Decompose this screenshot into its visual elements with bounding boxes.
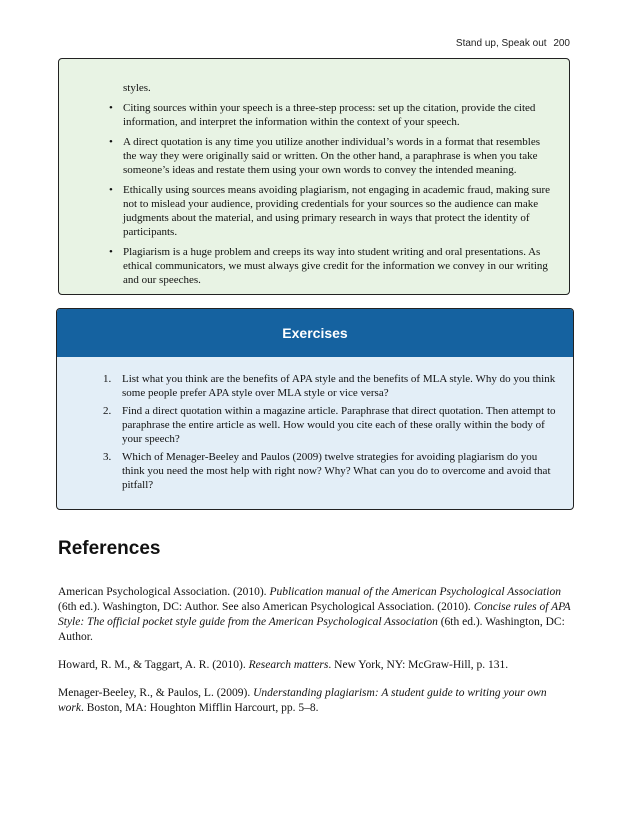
exercises-box [56,308,574,510]
running-title: Stand up, Speak out [455,38,547,49]
references-heading: References [58,538,161,559]
exercises-list [57,357,573,492]
bullet-icon: • [109,102,113,114]
key-takeaways-box [58,58,570,295]
continued-text: styles. [123,82,151,94]
exercises-title: Exercises [57,309,573,357]
item-number: 1. [103,373,112,385]
list-item: 3. Which of Menager-Beeley and Paulos (2009) twelve strategies for avoiding plagiarism do you think you need the most help with right now? Why? What can you do to overcome and avoid that pitfall? [103,451,551,491]
bullet-icon: • [109,184,113,196]
takeaways-list [109,101,551,287]
list-item: • Citing sources within your speech is a three-step process: set up the citation, provide the cited information, and interpret the information within the context of your speech. [109,102,536,128]
page-number: 200 [553,38,570,49]
list-item: • Plagiarism is a huge problem and creeps its way into student writing and oral presentations. As ethical communicators, we must always give credit for the information we convey in our writing and our speeches. [109,246,548,286]
item-number: 2. [103,405,112,417]
item-number: 3. [103,451,112,463]
bullet-icon: • [109,246,113,258]
list-item: • A direct quotation is any time you utilize another individual’s words in a format that resembles the way they were originally said or written. On the other hand, a paraphrase is when you take someone’s ideas and restate them using your own words to convey the intended meaning. [109,136,540,176]
reference-entry: Howard, R. M., & Taggart, A. R. (2010). Research matters. New York, NY: McGraw-Hill, p. 131. [58,659,509,671]
bullet-icon: • [109,136,113,148]
list-item: 1. List what you think are the benefits of APA style and the benefits of MLA style. Why do you think some people prefer APA style over MLA style or vice versa? [103,373,556,399]
reference-entry: Menager-Beeley, R., & Paulos, L. (2009). Understanding plagiarism: A student guide to writing your own work. Boston, MA: Houghton Mifflin Harcourt, pp. 5–8. [58,687,547,714]
running-header [456,38,570,49]
list-item: • Ethically using sources means avoiding plagiarism, not engaging in academic fraud, making sure not to mislead your audience, providing credentials for your sources so the audience can make judgments about the material, and using primary research in ways that protect the identity of participants. [109,184,551,238]
list-item: 2. Find a direct quotation within a magazine article. Paraphrase that direct quotation. Then attempt to paraphrase the entire article as well. How would you cite each of these orally within the body of your speech? [103,405,556,445]
references-list [58,585,572,729]
reference-entry: American Psychological Association. (2010). Publication manual of the American Psychological Association (6th ed.). Washington, DC: Author. See also American Psychological Association. (2010). Concise rules of APA Style: The official pocket style guide from the American Psychological Association (6th ed.). Washington, DC: Author. [58,586,571,643]
